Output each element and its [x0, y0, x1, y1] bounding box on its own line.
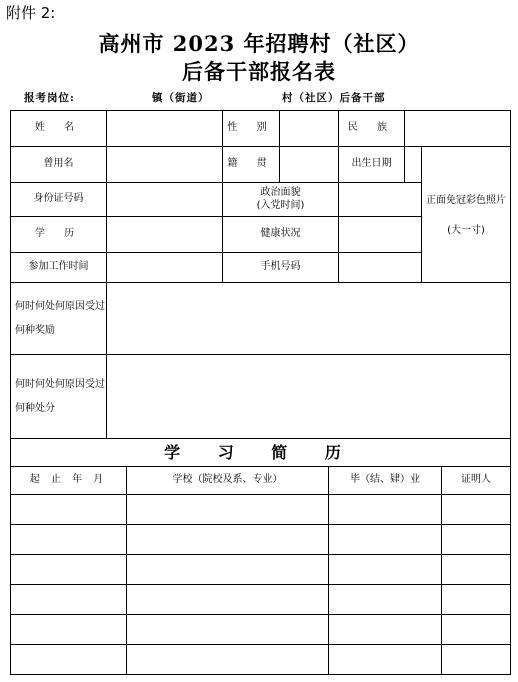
ethnicity-field[interactable]	[405, 111, 511, 147]
form-title-line1: 高州市 2023 年招聘村（社区）	[98, 31, 420, 56]
attachment-label: 附件 2:	[6, 4, 56, 22]
former-name-label: 曾用名	[11, 147, 107, 183]
graduation-cell[interactable]	[329, 525, 442, 555]
town-label: 镇（街道）	[152, 92, 210, 104]
awards-label: 何时何处何原因受过何种奖励	[11, 283, 107, 355]
phone-field[interactable]	[339, 253, 511, 283]
punishments-field[interactable]	[107, 355, 511, 439]
punishments-label: 何时何处何原因受过何种处分	[11, 355, 107, 439]
school-cell[interactable]	[127, 585, 329, 615]
graduation-cell[interactable]	[329, 555, 442, 585]
health-field[interactable]	[339, 217, 422, 253]
photo-size-note: (大一寸)	[447, 225, 485, 237]
graduation-cell[interactable]	[329, 585, 442, 615]
photo-instruction: 正面免冠彩色照片	[426, 195, 506, 207]
school-cell[interactable]	[127, 615, 329, 645]
political-status-label	[223, 183, 339, 217]
period-cell[interactable]	[11, 525, 127, 555]
id-number-label: 身份证号码	[11, 183, 107, 217]
ethnicity-label: 民 族	[339, 111, 405, 147]
study-row	[11, 495, 511, 525]
awards-field[interactable]	[107, 283, 511, 355]
school-cell[interactable]	[127, 645, 329, 675]
registration-form-table	[10, 110, 511, 439]
form-title-line2: 后备干部报名表	[182, 59, 336, 84]
name-field[interactable]	[107, 111, 223, 147]
former-name-field[interactable]	[107, 147, 223, 183]
birth-date-label: 出生日期	[339, 147, 405, 183]
gender-field[interactable]	[280, 111, 339, 147]
witness-cell[interactable]	[442, 525, 511, 555]
period-header: 起 止 年 月	[11, 467, 127, 495]
study-row	[11, 555, 511, 585]
village-label: 村（社区）后备干部	[282, 92, 386, 104]
period-cell[interactable]	[11, 495, 127, 525]
work-start-field[interactable]	[107, 253, 223, 283]
graduation-header: 毕（结、肄）业	[329, 467, 442, 495]
school-cell[interactable]	[127, 555, 329, 585]
party-join-date-text: (入党时间)	[256, 199, 305, 211]
gender-label: 性 别	[223, 111, 280, 147]
period-cell[interactable]	[11, 555, 127, 585]
witness-cell[interactable]	[442, 555, 511, 585]
witness-header: 证明人	[442, 467, 511, 495]
witness-cell[interactable]	[442, 495, 511, 525]
health-label: 健康状况	[223, 217, 339, 253]
graduation-cell[interactable]	[329, 495, 442, 525]
study-row	[11, 585, 511, 615]
political-status-text: 政治面貌	[260, 187, 301, 198]
graduation-cell[interactable]	[329, 645, 442, 675]
name-label: 姓 名	[11, 111, 107, 147]
study-history-title: 学 习 简 历	[11, 439, 511, 467]
phone-label: 手机号码	[223, 253, 339, 283]
witness-cell[interactable]	[442, 615, 511, 645]
study-row	[11, 645, 511, 675]
study-row	[11, 615, 511, 645]
period-cell[interactable]	[11, 585, 127, 615]
study-history-table	[10, 438, 511, 675]
native-place-label: 籍 贯	[223, 147, 280, 183]
native-place-field[interactable]	[280, 147, 339, 183]
political-status-field[interactable]	[339, 183, 422, 217]
period-cell[interactable]	[11, 645, 127, 675]
education-label: 学 历	[11, 217, 107, 253]
school-header: 学校（院校及系、专业）	[127, 467, 329, 495]
post-label: 报考岗位:	[24, 92, 75, 104]
witness-cell[interactable]	[442, 585, 511, 615]
education-field[interactable]	[107, 217, 223, 253]
period-cell[interactable]	[11, 615, 127, 645]
witness-cell[interactable]	[442, 645, 511, 675]
birth-date-field[interactable]	[405, 147, 422, 183]
work-start-label: 参加工作时间	[11, 253, 107, 283]
study-row	[11, 525, 511, 555]
school-cell[interactable]	[127, 495, 329, 525]
graduation-cell[interactable]	[329, 615, 442, 645]
id-number-field[interactable]	[107, 183, 223, 217]
school-cell[interactable]	[127, 525, 329, 555]
